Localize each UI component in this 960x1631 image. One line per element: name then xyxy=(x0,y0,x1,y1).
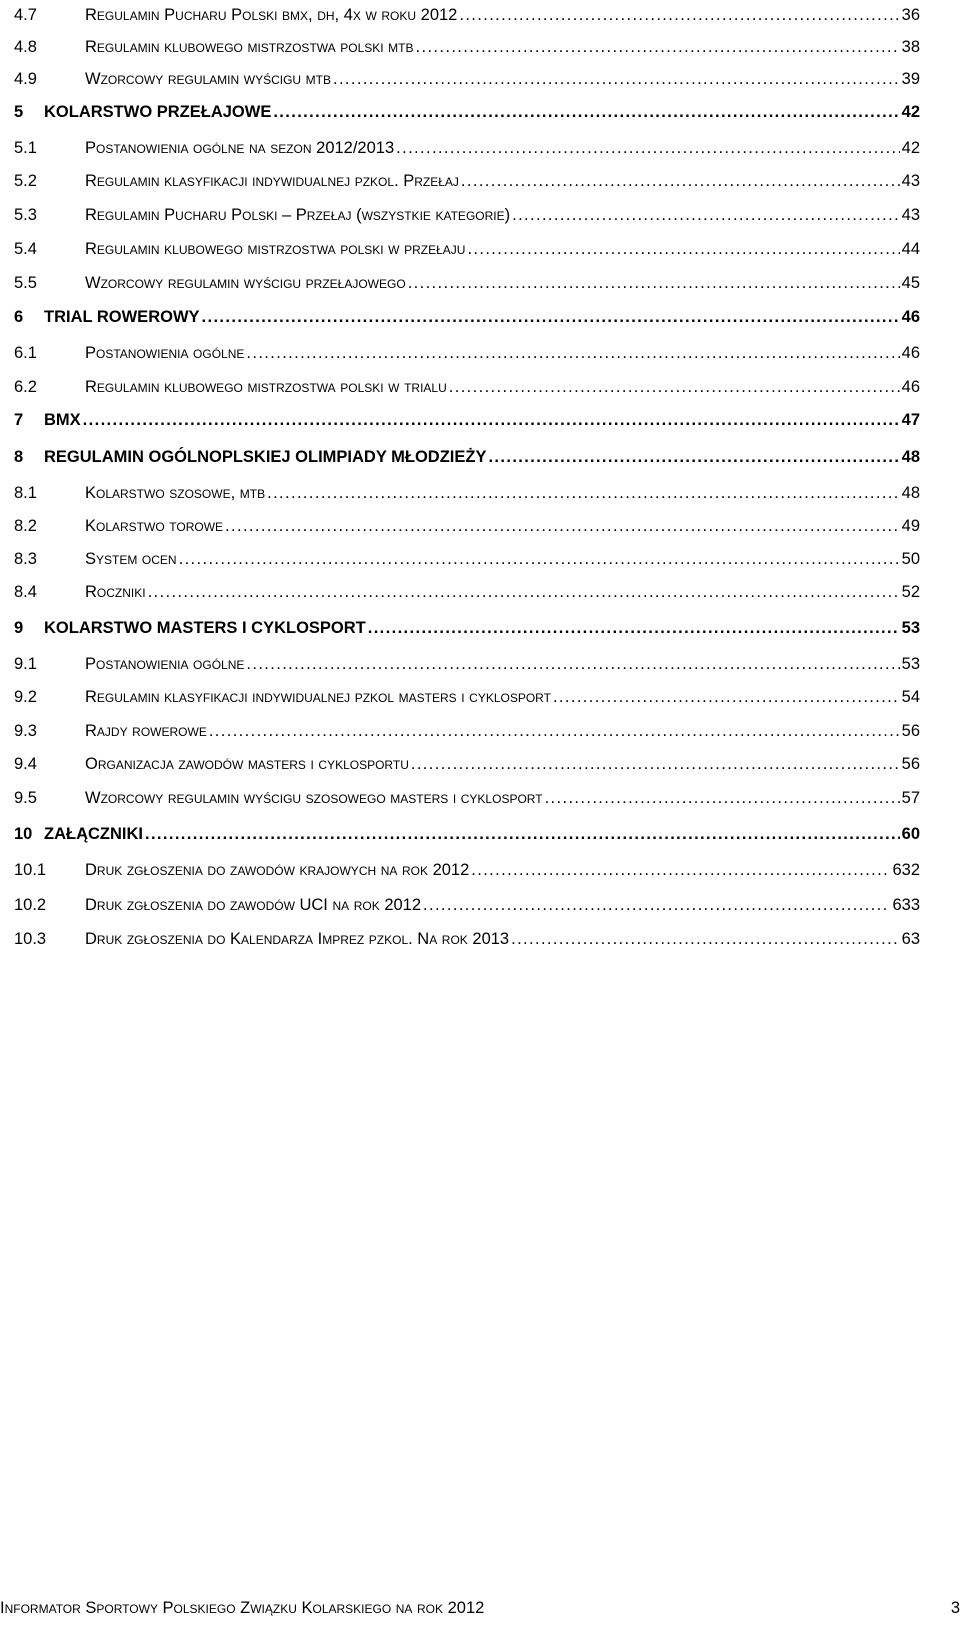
toc-entry-page: 56 xyxy=(901,755,920,773)
toc-entry-title: Regulamin klubowego mistrzostwa polski w przełaju xyxy=(85,240,466,258)
toc-entry-title: Regulamin Pucharu Polski – Przełaj (wszystkie kategorie) xyxy=(85,206,511,224)
dot-leader xyxy=(246,649,899,679)
toc-entry-title: Postanowienia ogólne xyxy=(85,344,245,362)
toc-entry-number: 6.1 xyxy=(14,344,37,362)
toc-entry[interactable] xyxy=(0,716,960,746)
dot-leader xyxy=(488,442,899,472)
toc-entry-title: Druk zgłoszenia do zawodów UCI na rok 2012 xyxy=(85,896,422,914)
toc-entry[interactable] xyxy=(0,890,960,920)
dot-leader xyxy=(411,749,900,779)
toc-entry[interactable] xyxy=(0,478,960,508)
toc-entry-title: Rajdy rowerowe xyxy=(85,722,207,740)
toc-chapter-page: 46 xyxy=(901,308,920,326)
toc-entry-title: Regulamin Pucharu Polski bmx, dh, 4x w roku 2012 xyxy=(85,6,458,24)
toc-entry[interactable] xyxy=(0,200,960,230)
toc-entry-number: 9.3 xyxy=(14,722,37,740)
dot-leader xyxy=(368,613,900,643)
toc-entry[interactable] xyxy=(0,682,960,712)
toc-entry-number: 10.1 xyxy=(14,861,47,879)
toc-entry-number: 8.3 xyxy=(14,550,37,568)
toc-entry-title: Druk zgłoszenia do Kalendarza Imprez pzkol. Na rok 2013 xyxy=(85,930,510,948)
toc-entry-page: 50 xyxy=(901,550,920,568)
toc-entry-page: 36 xyxy=(901,6,920,24)
toc-entry-page: 48 xyxy=(901,484,920,502)
toc-chapter[interactable] xyxy=(0,97,960,127)
dot-leader xyxy=(449,372,900,402)
toc-entry-page: 43 xyxy=(901,206,920,224)
dot-leader xyxy=(225,511,900,541)
dot-leader xyxy=(471,855,890,885)
toc-entry[interactable] xyxy=(0,372,960,402)
dot-leader xyxy=(273,97,899,127)
dot-leader xyxy=(511,924,900,954)
dot-leader xyxy=(267,478,900,508)
toc-entry-number: 8.4 xyxy=(14,583,37,601)
toc-chapter-page: 48 xyxy=(901,448,920,466)
toc-entry-page: 63 xyxy=(901,930,920,948)
toc-entry-page: 53 xyxy=(901,655,920,673)
toc-chapter-page: 47 xyxy=(901,411,920,429)
toc-entry-page: 46 xyxy=(901,344,920,362)
toc-entry-page: 42 xyxy=(901,139,920,157)
toc-chapter-number: 9 xyxy=(14,619,24,637)
toc-entry-title: Regulamin klubowego mistrzostwa polski mtb xyxy=(85,38,414,56)
dot-leader xyxy=(408,268,900,298)
toc-entry-title: Kolarstwo torowe xyxy=(85,517,224,535)
toc-entry-title: Regulamin klasyfikacji indywidualnej pzkol. Przełaj xyxy=(85,172,459,190)
toc-entry[interactable] xyxy=(0,166,960,196)
toc-entry-title: System ocen xyxy=(85,550,177,568)
dot-leader xyxy=(416,32,900,62)
toc-entry-page: 43 xyxy=(901,172,920,190)
toc-entry-page: 49 xyxy=(901,517,920,535)
page-footer xyxy=(0,1593,960,1623)
toc-chapter-number: 8 xyxy=(14,448,24,466)
toc-chapter-number: 10 xyxy=(14,825,33,843)
toc-entry[interactable] xyxy=(0,924,960,954)
toc-chapter-title: KOLARSTWO PRZEŁAJOWE xyxy=(44,103,272,121)
toc-entry[interactable] xyxy=(0,511,960,541)
toc-entry-number: 5.4 xyxy=(14,240,37,258)
toc-entry-page: 38 xyxy=(901,38,920,56)
toc-entry[interactable] xyxy=(0,649,960,679)
toc-chapter-page: 60 xyxy=(901,825,920,843)
toc-entry[interactable] xyxy=(0,749,960,779)
toc-entry[interactable] xyxy=(0,544,960,574)
toc-entry[interactable] xyxy=(0,268,960,298)
toc-entry-title: Regulamin klasyfikacji indywidualnej pzkol masters i cyklosport xyxy=(85,688,551,706)
toc-entry-page: 52 xyxy=(901,583,920,601)
toc-entry-page: 632 xyxy=(892,861,920,879)
dot-leader xyxy=(333,64,900,94)
toc-entry[interactable] xyxy=(0,0,960,30)
toc-entry-page: 633 xyxy=(892,896,920,914)
toc-chapter-number: 6 xyxy=(14,308,24,326)
dot-leader xyxy=(145,819,900,849)
dot-leader xyxy=(83,405,900,435)
toc-entry-title: Postanowienia ogólne xyxy=(85,655,245,673)
toc-entry-page: 39 xyxy=(901,70,920,88)
dot-leader xyxy=(553,682,900,712)
toc-entry-page: 46 xyxy=(901,378,920,396)
dot-leader xyxy=(396,133,899,163)
dot-leader xyxy=(179,544,900,574)
toc-entry-number: 4.9 xyxy=(14,70,37,88)
toc-entry-number: 6.2 xyxy=(14,378,37,396)
toc-entry-title: Organizacja zawodów masters i cyklosportu xyxy=(85,755,409,773)
toc-chapter-title: TRIAL ROWEROWY xyxy=(44,308,200,326)
footer-page-number: 3 xyxy=(950,1599,960,1617)
toc-entry-title: Wzorcowy regulamin wyścigu przełajowego xyxy=(85,274,406,292)
toc-chapter-page: 53 xyxy=(901,619,920,637)
toc-entry-page: 54 xyxy=(901,688,920,706)
toc-entry-number: 5.5 xyxy=(14,274,37,292)
toc-entry-number: 4.8 xyxy=(14,38,37,56)
toc-entry-title: Roczniki xyxy=(85,583,146,601)
toc-chapter-title: REGULAMIN OGÓLNOPLSKIEJ OLIMPIADY MŁODZIEŻY xyxy=(44,448,487,466)
toc-entry-number: 9.5 xyxy=(14,789,37,807)
toc-entry[interactable] xyxy=(0,855,960,885)
toc-entry[interactable] xyxy=(0,783,960,813)
dot-leader xyxy=(246,338,899,368)
dot-leader xyxy=(148,577,900,607)
toc-entry-page: 45 xyxy=(901,274,920,292)
toc-entry[interactable] xyxy=(0,577,960,607)
toc-entry-number: 5.1 xyxy=(14,139,37,157)
toc-entry[interactable] xyxy=(0,133,960,163)
toc-entry-title: Regulamin klubowego mistrzostwa polski w trialu xyxy=(85,378,447,396)
toc-entry-number: 9.4 xyxy=(14,755,37,773)
toc-chapter-page: 42 xyxy=(901,103,920,121)
toc-entry-page: 57 xyxy=(901,789,920,807)
toc-entry-number: 8.1 xyxy=(14,484,37,502)
dot-leader xyxy=(459,0,899,30)
toc-entry[interactable] xyxy=(0,64,960,94)
toc-chapter-title: BMX xyxy=(44,411,81,429)
toc-entry-page: 44 xyxy=(901,240,920,258)
toc-chapter-title: KOLARSTWO MASTERS I CYKLOSPORT xyxy=(44,619,366,637)
toc-chapter-title: ZAŁĄCZNIKI xyxy=(44,825,143,843)
toc-entry-number: 4.7 xyxy=(14,6,37,24)
toc-entry-number: 10.3 xyxy=(14,930,47,948)
dot-leader xyxy=(512,200,900,230)
dot-leader xyxy=(209,716,900,746)
toc-chapter-number: 5 xyxy=(14,103,24,121)
toc-chapter[interactable] xyxy=(0,302,960,332)
toc-entry-title: Postanowienia ogólne na sezon 2012/2013 xyxy=(85,139,395,157)
dot-leader xyxy=(202,302,900,332)
toc-entry-title: Druk zgłoszenia do zawodów krajowych na rok 2012 xyxy=(85,861,470,879)
toc-entry-page: 56 xyxy=(901,722,920,740)
toc-chapter[interactable] xyxy=(0,613,960,643)
toc-entry-number: 5.3 xyxy=(14,206,37,224)
dot-leader xyxy=(461,166,900,196)
dot-leader xyxy=(467,234,899,264)
toc-entry-number: 8.2 xyxy=(14,517,37,535)
toc-entry-number: 5.2 xyxy=(14,172,37,190)
toc-chapter[interactable] xyxy=(0,405,960,435)
toc-entry-title: Wzorcowy regulamin wyścigu mtb xyxy=(85,70,331,88)
toc-entry-number: 10.2 xyxy=(14,896,47,914)
toc-entry[interactable] xyxy=(0,32,960,62)
toc-entry-title: Wzorcowy regulamin wyścigu szosowego masters i cyklosport xyxy=(85,789,543,807)
dot-leader xyxy=(545,783,900,813)
dot-leader xyxy=(423,890,890,920)
toc-entry-number: 9.2 xyxy=(14,688,37,706)
toc-entry[interactable] xyxy=(0,338,960,368)
toc-chapter-number: 7 xyxy=(14,411,24,429)
toc-entry-title: Kolarstwo szosowe, mtb xyxy=(85,484,266,502)
toc-chapter[interactable] xyxy=(0,819,960,849)
toc-chapter[interactable] xyxy=(0,442,960,472)
footer-title: Informator Sportowy Polskiego Związku Kolarskiego na rok 2012 xyxy=(0,1599,485,1617)
toc-entry[interactable] xyxy=(0,234,960,264)
toc-entry-number: 9.1 xyxy=(14,655,37,673)
